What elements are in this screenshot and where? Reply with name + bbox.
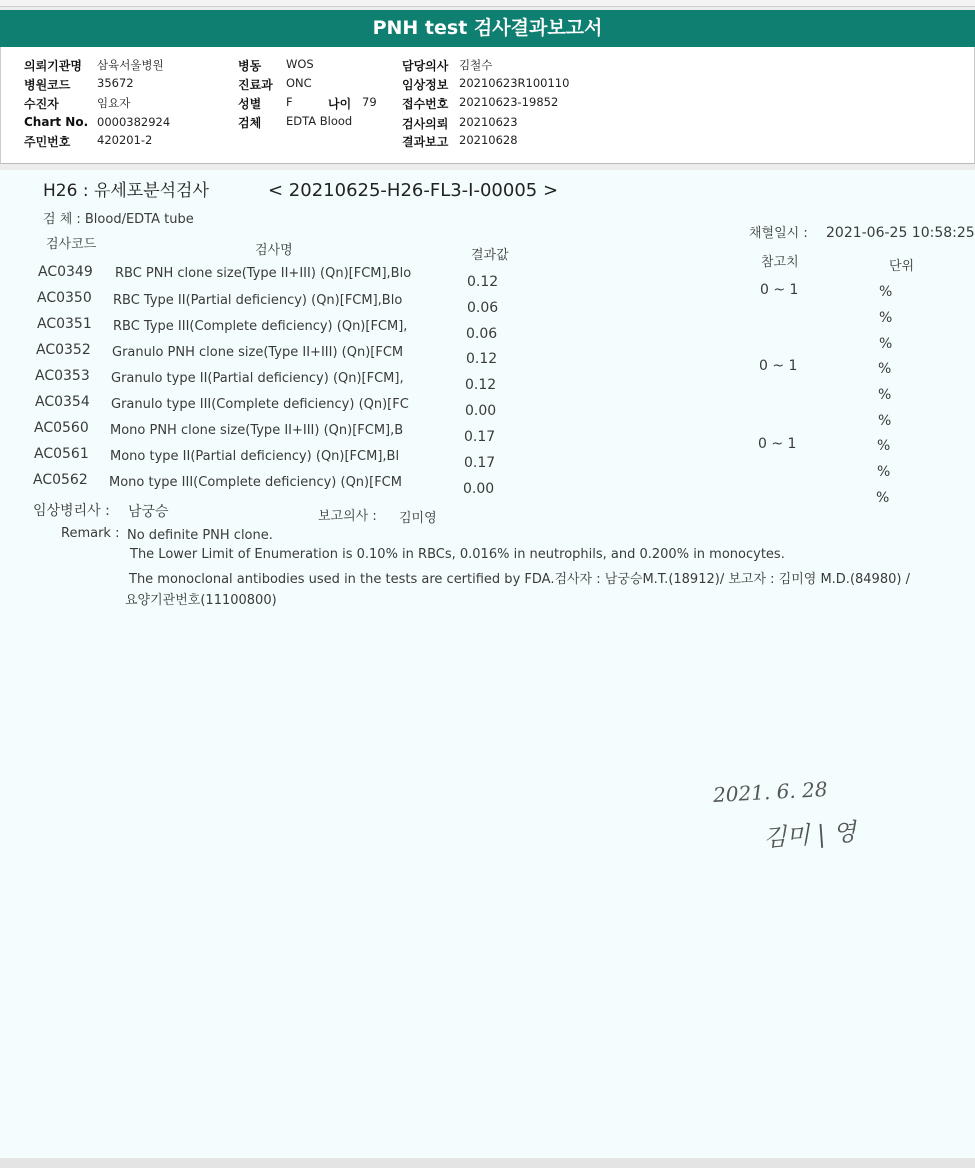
label-hospital-code: 병원코드 [24, 78, 71, 92]
label-specimen: 검체 [238, 116, 262, 130]
report-header [0, 47, 975, 164]
row-unit: % [879, 284, 893, 300]
label-age: 나이 [328, 97, 352, 111]
label-requesting-institution: 의뢰기관명 [24, 59, 82, 73]
label-clinical-info: 임상정보 [402, 78, 449, 92]
scanned-result-sheet [0, 170, 975, 1158]
row-unit: % [876, 490, 890, 506]
collection-datetime: 2021-06-25 10:58:25 [826, 225, 975, 241]
row-result: 0.12 [467, 274, 499, 290]
row-test-name: Granulo type II(Partial deficiency) (Qn)[FCM], [111, 371, 404, 386]
value-test-request: 20210623 [459, 115, 518, 129]
row-test-name: RBC PNH clone size(Type II+III) (Qn)[FCM],Blo [115, 266, 412, 281]
row-code: AC0352 [36, 342, 91, 358]
row-unit: % [878, 361, 892, 377]
row-result: 0.00 [463, 481, 495, 497]
collection-label: 채혈일시 : [749, 226, 808, 241]
label-resident-number: 주민번호 [24, 135, 71, 149]
value-clinical-info: 20210623R100110 [459, 76, 570, 90]
column-header-reference: 참고치 [761, 255, 799, 270]
label-patient: 수진자 [24, 97, 59, 111]
value-attending-doctor: 김철수 [459, 58, 493, 72]
row-code: AC0351 [37, 316, 92, 332]
value-age: 79 [362, 95, 377, 109]
row-unit: % [879, 336, 893, 352]
test-group: H26 : 유세포분석검사 [43, 181, 209, 201]
row-unit: % [877, 438, 891, 454]
row-test-name: RBC Type III(Complete deficiency) (Qn)[FCM], [113, 319, 408, 334]
value-result-report: 20210628 [459, 133, 518, 147]
reporting-doctor-name: 김미영 [399, 511, 437, 526]
remark-line: 요양기관번호(11100800) [125, 593, 277, 608]
row-code: AC0350 [37, 290, 92, 306]
window-top-strip [0, 0, 975, 7]
handwritten-date: 2021. 6. 28 [712, 777, 829, 807]
remark-line: No definite PNH clone. [127, 528, 273, 543]
value-patient: 임요자 [97, 96, 131, 110]
reporting-doctor-label: 보고의사 : [318, 509, 377, 524]
row-test-name: Mono PNH clone size(Type II+III) (Qn)[FCM],B [110, 423, 404, 438]
row-result: 0.17 [464, 429, 496, 445]
row-code: AC0562 [33, 472, 88, 488]
accession-number: < 20210625-H26-FL3-I-00005 > [268, 180, 559, 201]
row-code: AC0560 [34, 420, 89, 436]
row-result: 0.12 [465, 377, 497, 393]
value-department: ONC [286, 76, 312, 90]
row-unit: % [879, 310, 893, 326]
label-receipt-number: 접수번호 [402, 97, 449, 111]
remark-line: The monoclonal antibodies used in the tests are certified by FDA.검사자 : 남궁승M.T.(18912)/ 보고자 : 김미영 M.D.(84980) / [129, 572, 910, 587]
row-result: 0.06 [467, 300, 499, 316]
label-sex: 성별 [238, 97, 262, 111]
value-requesting-institution: 삼육서울병원 [97, 58, 164, 72]
value-ward: WOS [286, 57, 314, 71]
label-ward: 병동 [238, 59, 262, 73]
row-test-name: Mono type III(Complete deficiency) (Qn)[FCM [109, 475, 402, 490]
column-header-name: 검사명 [255, 243, 293, 258]
remark-line: The Lower Limit of Enumeration is 0.10% in RBCs, 0.016% in neutrophils, and 0.200% in monocytes. [130, 547, 785, 562]
row-code: AC0349 [38, 264, 93, 280]
column-header-unit: 단위 [889, 259, 915, 274]
specimen-line: 검 체 : Blood/EDTA tube [43, 212, 194, 227]
row-reference: 0 ~ 1 [758, 436, 797, 452]
label-attending-doctor: 담당의사 [402, 59, 449, 73]
row-result: 0.17 [464, 455, 496, 471]
remark-label: Remark : [61, 526, 120, 541]
value-sex: F [286, 95, 293, 109]
row-unit: % [877, 464, 891, 480]
row-test-name: Mono type II(Partial deficiency) (Qn)[FCM],Bl [110, 449, 400, 464]
report-title: PNH test 검사결과보고서 [0, 10, 975, 47]
label-department: 진료과 [238, 78, 273, 92]
row-result: 0.06 [466, 326, 498, 342]
label-result-report: 결과보고 [402, 135, 449, 149]
row-reference: 0 ~ 1 [760, 282, 799, 298]
row-test-name: RBC Type II(Partial deficiency) (Qn)[FCM],Blo [113, 293, 403, 308]
row-code: AC0561 [34, 446, 89, 462]
row-result: 0.12 [466, 351, 498, 367]
value-resident-number: 420201-2 [97, 133, 153, 147]
value-specimen: EDTA Blood [286, 114, 353, 128]
value-hospital-code: 35672 [97, 76, 134, 90]
column-header-result: 결과값 [471, 248, 509, 263]
label-chart-no: Chart No. [24, 115, 89, 129]
window-bottom-strip [0, 1158, 975, 1168]
row-reference: 0 ~ 1 [759, 358, 798, 374]
row-unit: % [878, 387, 892, 403]
pathologist-name: 남궁승 [128, 504, 169, 520]
value-chart-no: 0000382924 [97, 115, 171, 129]
column-header-code: 검사코드 [46, 237, 97, 252]
value-receipt-number: 20210623-19852 [459, 95, 559, 109]
row-result: 0.00 [465, 403, 497, 419]
row-code: AC0353 [35, 368, 90, 384]
row-unit: % [878, 413, 892, 429]
handwritten-signature: 김미 | 영 [762, 817, 857, 853]
row-code: AC0354 [35, 394, 90, 410]
label-test-request: 검사의뢰 [402, 117, 449, 131]
pathologist-label: 임상병리사 : [33, 503, 110, 519]
row-test-name: Granulo PNH clone size(Type II+III) (Qn)[FCM [112, 345, 404, 360]
row-test-name: Granulo type III(Complete deficiency) (Qn)[FC [111, 397, 409, 412]
